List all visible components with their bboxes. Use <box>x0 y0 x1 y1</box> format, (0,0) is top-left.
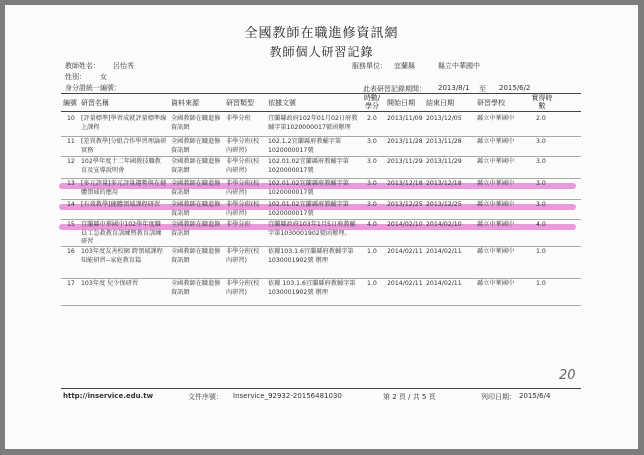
row-13-no: 13 <box>67 180 75 187</box>
col-type: 研習類型 <box>226 99 254 107</box>
handwritten-note: 20 <box>559 368 576 383</box>
row-divider <box>61 178 581 179</box>
row-16-end: 2014/02/11 <box>426 248 462 255</box>
row-divider <box>61 219 581 220</box>
document-title: 全國教師在職進修資訊網 <box>244 26 399 41</box>
row-14-no: 14 <box>67 201 75 208</box>
row-15-no: 15 <box>67 221 75 228</box>
row-10-source: 全國教師在職進修資訊網 <box>171 115 221 131</box>
row-15-school: 縣立中華國中 <box>477 221 515 228</box>
row-17-got: 1.0 <box>536 280 546 287</box>
col-got: 實得時數 <box>531 94 553 110</box>
row-14-hours: 3.0 <box>367 201 377 208</box>
row-divider <box>61 246 581 247</box>
divider <box>61 93 581 94</box>
row-15-start: 2014/02/10 <box>387 221 423 228</box>
period-start: 2013/8/1 <box>438 84 470 92</box>
row-15-got: 4.0 <box>536 221 546 228</box>
col-doc: 依據文號 <box>268 99 296 107</box>
header-divider <box>61 111 581 112</box>
row-12-no: 12 <box>67 158 75 165</box>
serial-value: Inservice_92932-20156481030 <box>233 392 342 400</box>
row-13-start: 2013/12/18 <box>387 180 423 187</box>
row-16-doc: 依據103.1.6宜蘭縣府教輔字第1030001902號 辦理 <box>268 248 354 264</box>
row-10-doc: 宜蘭縣政府102年01月02日府教輔字第1020000017號函辦理 <box>268 115 358 131</box>
unit-label: 服務單位： <box>352 62 387 70</box>
row-10-name: [評量標準]學習成就評量標準線上課程 <box>81 115 167 131</box>
row-11-no: 11 <box>67 138 75 145</box>
print-date: 2015/6/4 <box>519 392 551 400</box>
row-divider <box>61 136 581 137</box>
county-value: 宜蘭縣 <box>394 62 415 70</box>
row-divider <box>61 156 581 157</box>
row-11-doc: 102.1.2宜蘭縣府教輔字第1020000017號 <box>268 138 342 154</box>
row-divider <box>61 305 581 306</box>
document-page <box>5 5 638 449</box>
row-13-type: 非學分班(校內研習) <box>226 180 260 196</box>
row-16-no: 16 <box>67 248 75 255</box>
row-11-type: 非學分班(校內研習) <box>226 138 260 154</box>
row-14-name: [有效教學]健體領域課程研習 <box>81 201 161 208</box>
row-16-start: 2014/02/11 <box>387 248 423 255</box>
row-12-doc: 102.01.02宜蘭縣府教輔字第1020000017號 <box>268 158 349 174</box>
row-14-school: 縣立中華國中 <box>477 201 515 208</box>
row-11-got: 3.0 <box>536 138 546 145</box>
print-label: 列印日期： <box>481 393 516 401</box>
row-16-school: 縣立中華國中 <box>477 248 515 255</box>
page-indicator: 第 2 頁 / 共 5 頁 <box>383 393 436 401</box>
row-14-type: 非學分班(校內研習) <box>226 201 260 217</box>
row-17-no: 17 <box>67 280 75 287</box>
row-17-name: 103年度 兒少保研習 <box>81 280 139 287</box>
school-value: 縣立中華國中 <box>438 62 480 70</box>
row-divider <box>61 199 581 200</box>
row-13-end: 2013/12/18 <box>426 180 462 187</box>
row-17-hours: 1.0 <box>367 280 377 287</box>
row-15-end: 2014/02/10 <box>426 221 462 228</box>
row-13-hours: 3.0 <box>367 180 377 187</box>
gender-label: 性別： <box>65 73 86 81</box>
row-10-start: 2013/11/09 <box>387 115 423 122</box>
row-10-no: 10 <box>67 115 75 122</box>
row-16-type: 非學分班(校內研習) <box>226 248 260 264</box>
row-17-school: 縣立中華國中 <box>477 280 515 287</box>
row-17-end: 2014/02/11 <box>426 280 462 287</box>
footer-url: http://inservice.edu.tw <box>63 392 154 400</box>
col-start: 開始日期 <box>387 99 415 107</box>
row-15-doc: 宜蘭縣政府103年1月5日府教輔字第1030001902號函辦理。 <box>268 221 356 237</box>
row-14-source: 全國教師在職進修資訊網 <box>171 201 221 217</box>
row-13-name: [多元評量]多元評量趨勢與在健體領域的應用 <box>81 180 167 196</box>
col-hours: 時數/學分 <box>363 94 381 110</box>
row-12-type: 非學分班(校內研習) <box>226 158 260 174</box>
col-no: 編號 <box>63 99 77 107</box>
row-12-got: 3.0 <box>536 158 546 165</box>
col-school: 研習學校 <box>477 99 505 107</box>
row-16-got: 1.0 <box>536 248 546 255</box>
row-divider <box>61 278 581 279</box>
name-label: 教師姓名： <box>65 62 100 70</box>
row-14-end: 2013/12/25 <box>426 201 462 208</box>
row-13-got: 3.0 <box>536 180 546 187</box>
row-11-source: 全國教師在職進修資訊網 <box>171 138 221 154</box>
period-to: 至 <box>479 85 486 93</box>
row-12-end: 2013/11/29 <box>426 158 462 165</box>
row-14-start: 2013/12/25 <box>387 201 423 208</box>
period-label: 此表研習記錄期間： <box>363 85 426 93</box>
row-12-school: 縣立中華國中 <box>477 158 515 165</box>
row-11-school: 縣立中華國中 <box>477 138 515 145</box>
row-16-hours: 1.0 <box>367 248 377 255</box>
document-subtitle: 教師個人研習記錄 <box>269 45 374 59</box>
row-14-got: 3.0 <box>536 201 546 208</box>
serial-label: 文件序號： <box>188 393 223 401</box>
row-13-school: 縣立中華國中 <box>477 180 515 187</box>
row-16-name: 103年度友善校園 跨領域課程知能研習--家庭教育篇 <box>81 248 163 264</box>
row-10-end: 2013/12/05 <box>426 115 462 122</box>
row-14-doc: 102.01.02宜蘭縣府教輔字第1020000017號 <box>268 201 349 217</box>
row-11-end: 2013/11/28 <box>426 138 462 145</box>
row-11-hours: 3.0 <box>367 138 377 145</box>
row-11-name: [差異教學]分組合作學習理論研實務 <box>81 138 167 154</box>
footer-divider <box>61 388 581 389</box>
row-15-type: 非學分班 <box>226 221 251 228</box>
row-16-source: 全國教師在職進修資訊網 <box>171 248 221 264</box>
row-12-source: 全國教師在職進修資訊網 <box>171 158 221 174</box>
row-13-doc: 102.01.02宜蘭縣府教輔字第1020000017號 <box>268 180 349 196</box>
row-15-hours: 4.0 <box>367 221 377 228</box>
row-12-hours: 3.0 <box>367 158 377 165</box>
row-17-type: 非學分班(校內研習) <box>226 280 260 296</box>
name-value: 呂怡秀 <box>113 62 134 70</box>
col-source: 資料來源 <box>171 99 199 107</box>
row-17-start: 2014/02/11 <box>387 280 423 287</box>
id-label: 身分證統一編號： <box>65 84 121 92</box>
row-10-school: 縣立中華國中 <box>477 115 515 122</box>
row-12-start: 2013/11/29 <box>387 158 423 165</box>
row-10-hours: 2.0 <box>367 115 377 122</box>
row-10-got: 2.0 <box>536 115 546 122</box>
col-name: 研習名稱 <box>81 99 109 107</box>
row-17-doc: 依據 103.1.6宜蘭縣府教輔字第1030001902號 辦理 <box>268 280 356 296</box>
row-11-start: 2013/11/28 <box>387 138 423 145</box>
row-12-name: 102學年度十二年國教技職教育及宣導說明會 <box>81 158 161 174</box>
row-15-name: 宜蘭縣中華國中102學年度職員工急救教育訓練暨教育訓練研習 <box>81 221 162 245</box>
row-15-source: 全國教師在職進修資訊網 <box>171 221 221 237</box>
gender-value: 女 <box>100 73 107 81</box>
row-10-type: 非學分班 <box>226 115 251 122</box>
row-13-source: 全國教師在職進修資訊網 <box>171 180 221 196</box>
period-end: 2015/6/2 <box>499 84 531 92</box>
row-17-source: 全國教師在職進修資訊網 <box>171 280 221 296</box>
col-end: 結束日期 <box>426 99 454 107</box>
